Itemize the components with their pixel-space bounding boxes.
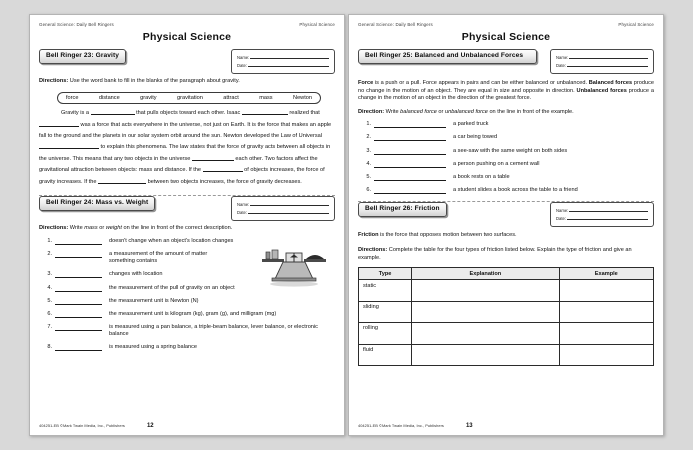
item-text: is measured using a spring balance xyxy=(109,344,197,351)
name-label: Name: xyxy=(237,55,250,60)
bell-ringer-25-header xyxy=(358,49,654,74)
directions-emphasis-mass: mass xyxy=(84,225,98,232)
item-text: the measurement unit is kilogram (kg), gram (g), and milligram (mg) xyxy=(109,310,277,317)
cell-type: sliding xyxy=(359,301,412,322)
date-row[interactable] xyxy=(237,61,329,68)
item-number: 3. xyxy=(47,271,52,278)
list-item xyxy=(39,311,335,319)
answer-line[interactable] xyxy=(55,344,102,351)
item-number: 2. xyxy=(47,250,52,257)
directions-mid: or xyxy=(436,108,445,115)
cell-example[interactable] xyxy=(559,301,653,322)
answer-line[interactable] xyxy=(55,311,102,318)
paragraph-part: Gravity is a xyxy=(61,110,91,117)
paragraph-part: of objects increases, the force of gravity increases. If the xyxy=(39,167,325,185)
answer-line[interactable] xyxy=(374,121,446,128)
answer-line[interactable] xyxy=(374,134,446,141)
date-row[interactable] xyxy=(237,208,329,215)
answer-line[interactable] xyxy=(55,298,102,305)
item-number: 1. xyxy=(366,121,371,128)
paragraph-part: that pulls objects toward each other. Isaac xyxy=(134,110,242,117)
page-left xyxy=(29,14,345,436)
paragraph-blank-3[interactable] xyxy=(39,126,79,127)
cell-example[interactable] xyxy=(559,344,653,365)
list-item xyxy=(358,148,654,156)
date-row[interactable] xyxy=(556,214,648,221)
column-header-explanation: Explanation xyxy=(412,268,560,280)
name-input-line[interactable] xyxy=(250,53,329,59)
directions-text: Use the word bank to fill in the blanks of the paragraph about gravity. xyxy=(68,78,240,84)
list-item xyxy=(39,324,335,339)
list-item xyxy=(39,298,335,306)
word-bank-item: distance xyxy=(98,94,120,101)
directions-pre: Write xyxy=(68,225,85,232)
paragraph-blank-2[interactable] xyxy=(242,114,288,115)
force-term: Force xyxy=(358,80,374,86)
item-text: a car being towed xyxy=(453,134,498,141)
word-bank-item: gravitation xyxy=(177,94,203,101)
date-label: Date: xyxy=(556,216,567,222)
balanced-forces-term: Balanced forces xyxy=(588,80,633,86)
name-row[interactable] xyxy=(237,200,329,207)
directions-label: Direction: xyxy=(358,108,385,115)
directions-label: Directions: xyxy=(358,247,388,254)
answer-line[interactable] xyxy=(374,187,446,194)
name-label: Name: xyxy=(556,55,569,60)
item-text: a book rests on a table xyxy=(453,173,510,180)
name-row[interactable] xyxy=(556,206,648,213)
item-number: 6. xyxy=(366,186,371,193)
bell-ringer-26-directions xyxy=(358,247,654,262)
item-number: 4. xyxy=(47,284,52,291)
bell-ringer-24-title[interactable]: Bell Ringer 24: Mass vs. Weight xyxy=(39,196,155,211)
friction-definition xyxy=(358,232,563,240)
word-bank-item: attract xyxy=(223,94,239,101)
bell-ringer-23-header xyxy=(39,49,335,74)
name-input-line[interactable] xyxy=(569,206,648,212)
bell-ringer-24-block xyxy=(39,196,335,352)
item-number: 5. xyxy=(47,297,52,304)
directions-emphasis-weight: weight xyxy=(105,225,122,232)
list-item xyxy=(358,174,654,182)
table-header-row xyxy=(359,268,654,280)
word-bank-item: mass xyxy=(259,94,273,101)
friction-table xyxy=(358,267,654,366)
paragraph-blank-4[interactable] xyxy=(39,148,99,149)
cell-explanation[interactable] xyxy=(412,301,560,322)
item-text: is measured using a pan balance, a triple-beam balance, lever balance, or electronic balance xyxy=(109,323,318,338)
item-text: the measurement of the pull of gravity on an object xyxy=(109,284,235,291)
answer-line[interactable] xyxy=(374,148,446,155)
gravity-paragraph xyxy=(39,108,335,188)
word-bank-item: gravity xyxy=(140,94,157,101)
name-label: Name: xyxy=(237,202,250,208)
copyright-text: 404251-EB ©Mark Twain Media, Inc., Publishers xyxy=(358,423,444,428)
answer-line[interactable] xyxy=(374,174,446,181)
paragraph-part: realized that xyxy=(287,110,320,117)
page-title: Physical Science xyxy=(461,31,551,43)
bell-ringer-26-title[interactable]: Bell Ringer 26: Friction xyxy=(358,202,447,217)
list-item xyxy=(358,121,654,129)
page-footer-right xyxy=(358,423,654,429)
table-row xyxy=(359,301,654,322)
page-number: 12 xyxy=(146,423,154,429)
name-row[interactable] xyxy=(556,53,648,60)
bell-ringer-23-directions xyxy=(39,78,335,86)
running-head-left-text: General Science: Daily Bell Ringers xyxy=(358,22,433,27)
answer-line[interactable] xyxy=(55,285,102,292)
running-head-right-text: Physical Science xyxy=(299,22,335,27)
date-label: Date: xyxy=(556,63,567,68)
item-number: 3. xyxy=(366,147,371,154)
bell-ringer-25-directions xyxy=(358,109,654,117)
bell-ringer-23-title[interactable]: Bell Ringer 23: Gravity xyxy=(39,49,126,64)
directions-emphasis-balanced: balanced force xyxy=(400,108,437,115)
item-number: 6. xyxy=(47,310,52,317)
unbalanced-forces-term: Unbalanced forces xyxy=(576,87,627,94)
answer-line[interactable] xyxy=(374,161,446,168)
running-head-right xyxy=(358,22,654,27)
word-bank-item: Newton xyxy=(293,94,312,101)
paragraph-blank-5[interactable] xyxy=(192,160,234,161)
name-date-box-24[interactable] xyxy=(231,196,335,221)
paragraph-blank-1[interactable] xyxy=(91,114,135,115)
paragraph-part: was a force that acts everywhere in the universe, not just on Earth. It is the force that makes an apple fall to the ground and the planets in our solar system orbit around the sun. Newton developed the Law of Universal xyxy=(39,121,332,139)
item-number: 1. xyxy=(47,237,52,244)
paragraph-part: between two objects increases, the force of gravity decreases. xyxy=(146,178,302,185)
list-item xyxy=(39,344,335,352)
directions-label: Directions: xyxy=(39,78,69,84)
list-item xyxy=(39,238,335,246)
item-text: a measurement of the amount of matter something contains xyxy=(109,250,208,265)
bell-ringer-26-block xyxy=(358,202,654,365)
list-item xyxy=(358,161,654,169)
cell-example[interactable] xyxy=(559,280,653,301)
table-row xyxy=(359,280,654,301)
name-date-box-25[interactable] xyxy=(550,49,654,74)
item-number: 5. xyxy=(366,173,371,180)
bell-ringer-26-header xyxy=(358,202,654,227)
item-text: doesn't change when an object's location changes xyxy=(109,237,234,244)
item-text: a person pushing on a cement wall xyxy=(453,160,540,167)
directions-emphasis-unbalanced: unbalanced force xyxy=(444,108,488,115)
name-date-box-23[interactable] xyxy=(231,49,335,74)
directions-pre: Write xyxy=(384,108,401,115)
running-head-left xyxy=(39,22,335,27)
answer-line[interactable] xyxy=(55,271,102,278)
bell-ringer-24-directions xyxy=(39,225,335,233)
item-text: the measurement unit is Newton (N) xyxy=(109,297,199,304)
table-row xyxy=(359,323,654,344)
running-head-right-text: Physical Science xyxy=(618,22,654,27)
forces-list xyxy=(358,121,654,194)
name-row[interactable] xyxy=(237,53,329,60)
answer-line[interactable] xyxy=(55,251,102,258)
name-input-line[interactable] xyxy=(569,53,648,59)
page-footer-left xyxy=(39,423,335,429)
paragraph-part: to explain this phenomena. The law states that the force of gravity acts between all objects in the universe. This means that any two objects in the universe xyxy=(39,144,331,162)
force-definition xyxy=(358,80,654,103)
list-item xyxy=(358,187,654,195)
directions-mid: or xyxy=(97,225,106,232)
list-item xyxy=(358,134,654,142)
paragraph-part: each other. Two factors affect the gravitational attraction between objects: mass and distance. If the xyxy=(39,155,318,174)
date-label: Date: xyxy=(237,63,248,68)
item-text: a see-saw with the same weight on both sides xyxy=(453,147,568,154)
directions-post: on the line in front of the example. xyxy=(487,108,574,115)
cell-explanation[interactable] xyxy=(412,280,560,301)
balance-scale-icon xyxy=(259,248,329,288)
item-number: 7. xyxy=(47,323,52,330)
item-number: 4. xyxy=(366,160,371,167)
name-input-line[interactable] xyxy=(250,200,329,206)
column-header-example: Example xyxy=(559,268,653,280)
name-date-box-26[interactable] xyxy=(550,202,654,227)
bell-ringer-25-title[interactable]: Bell Ringer 25: Balanced and Unbalanced Forces xyxy=(358,49,537,64)
date-row[interactable] xyxy=(556,61,648,68)
word-bank-item: force xyxy=(66,94,79,101)
page-right xyxy=(348,14,664,436)
force-text-1: is a push or a pull. Force appears in pairs and can be either balanced or unbalanced. xyxy=(373,80,589,86)
answer-line[interactable] xyxy=(55,238,102,245)
cell-type: fluid xyxy=(359,344,412,365)
cell-type: rolling xyxy=(359,323,412,344)
date-input-line[interactable] xyxy=(248,61,329,67)
bell-ringer-24-header xyxy=(39,196,335,221)
directions-label: Directions: xyxy=(39,225,69,232)
table-row xyxy=(359,344,654,365)
directions-post: on the line in front of the correct description. xyxy=(121,225,233,232)
word-bank xyxy=(57,92,321,105)
force-text-3: produce a change in the motion of an object in the direction of the greatest force. xyxy=(358,87,654,102)
item-number: 2. xyxy=(366,134,371,141)
item-text: a parked truck xyxy=(453,121,489,128)
cell-example[interactable] xyxy=(559,323,653,344)
cell-type: static xyxy=(359,280,412,301)
paragraph-blank-7[interactable] xyxy=(98,183,146,184)
name-label: Name: xyxy=(556,208,569,214)
bell-ringer-23-block xyxy=(39,49,335,188)
friction-term: Friction xyxy=(358,232,379,239)
bell-ringer-25-block xyxy=(358,49,654,194)
cell-explanation[interactable] xyxy=(412,344,560,365)
date-input-line[interactable] xyxy=(248,208,329,214)
cell-explanation[interactable] xyxy=(412,323,560,344)
page-title: Physical Science xyxy=(142,31,232,43)
item-text: a student slides a book across the table to a friend xyxy=(453,186,578,193)
item-number: 8. xyxy=(47,344,52,351)
friction-text: is the force that opposes motion between two surfaces. xyxy=(378,232,517,239)
column-header-type: Type xyxy=(359,268,412,280)
directions-text: Complete the table for the four types of friction listed below. Explain the type of friction and give an example. xyxy=(358,247,632,261)
date-input-line[interactable] xyxy=(567,61,648,67)
copyright-text: 404251-EB ©Mark Twain Media, Inc., Publishers xyxy=(39,423,125,428)
date-label: Date: xyxy=(237,210,248,216)
item-text: changes with location xyxy=(109,271,163,278)
page-number: 13 xyxy=(465,423,473,429)
running-head-left-text: General Science: Daily Bell Ringers xyxy=(39,22,114,27)
paragraph-blank-6[interactable] xyxy=(203,171,243,172)
answer-line[interactable] xyxy=(55,324,102,331)
force-text-2: produce no change in the motion of an object. They are equal in size and opposite in direction. xyxy=(358,80,654,94)
date-input-line[interactable] xyxy=(567,214,648,220)
